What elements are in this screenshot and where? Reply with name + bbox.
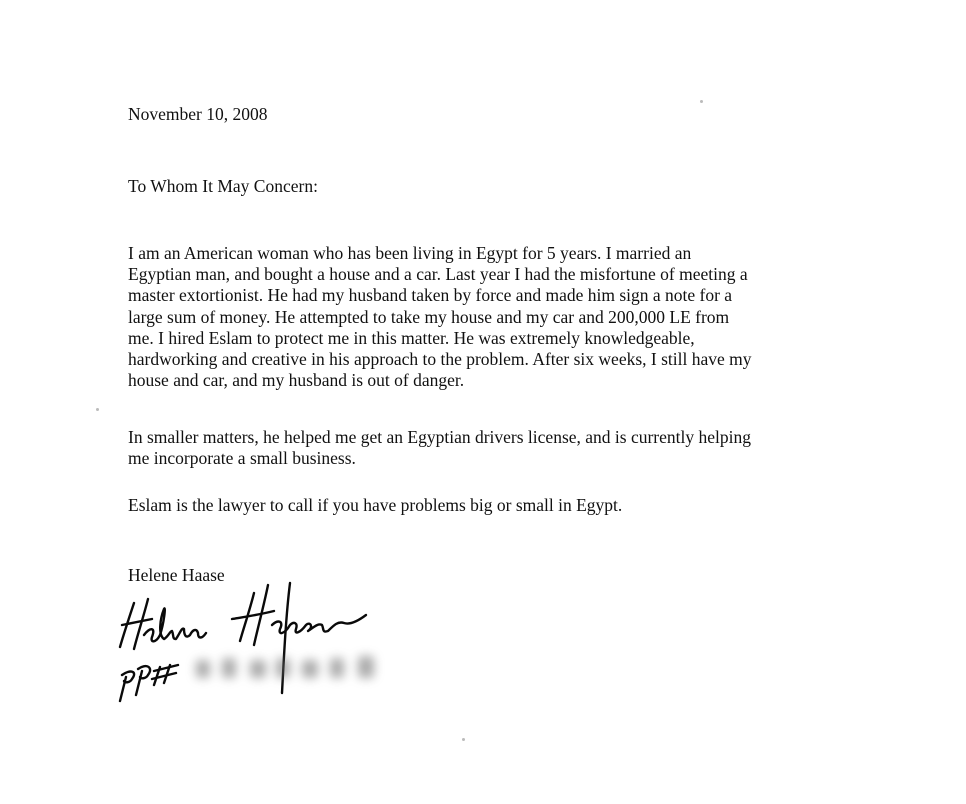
scan-speck xyxy=(462,738,465,741)
blurred-passport-number xyxy=(190,648,400,688)
letter-date: November 10, 2008 xyxy=(128,104,268,124)
letter-salutation: To Whom It May Concern: xyxy=(128,176,318,196)
paragraph-line: large sum of money. He attempted to take my house and my car and 200,000 LE from xyxy=(128,306,730,327)
scan-speck xyxy=(700,100,703,103)
paragraph-line: house and car, and my husband is out of danger. xyxy=(128,370,465,391)
paragraph-3 xyxy=(128,495,622,516)
paragraph-line: me incorporate a small business. xyxy=(128,448,356,469)
paragraph-line: Eslam is the lawyer to call if you have problems big or small in Egypt. xyxy=(128,495,623,515)
paragraph-line: Egyptian man, and bought a house and a car. Last year I had the misfortune of meeting a xyxy=(128,264,748,285)
signer-name: Helene Haase xyxy=(128,565,225,585)
paragraph-line: I am an American woman who has been living in Egypt for 5 years. I married an xyxy=(128,243,692,263)
paragraph-line: hardworking and creative in his approach to the problem. After six weeks, I still have my xyxy=(128,348,752,369)
scan-speck xyxy=(96,408,99,411)
paragraph-line: In smaller matters, he helped me get an Egyptian drivers license, and is currently helping xyxy=(128,427,751,447)
paragraph-2 xyxy=(128,427,751,469)
paragraph-line: master extortionist. He had my husband taken by force and made him sign a note for a xyxy=(128,285,733,306)
paragraph-line: me. I hired Eslam to protect me in this matter. He was extremely knowledgeable, xyxy=(128,327,695,348)
paragraph-1 xyxy=(128,243,752,391)
